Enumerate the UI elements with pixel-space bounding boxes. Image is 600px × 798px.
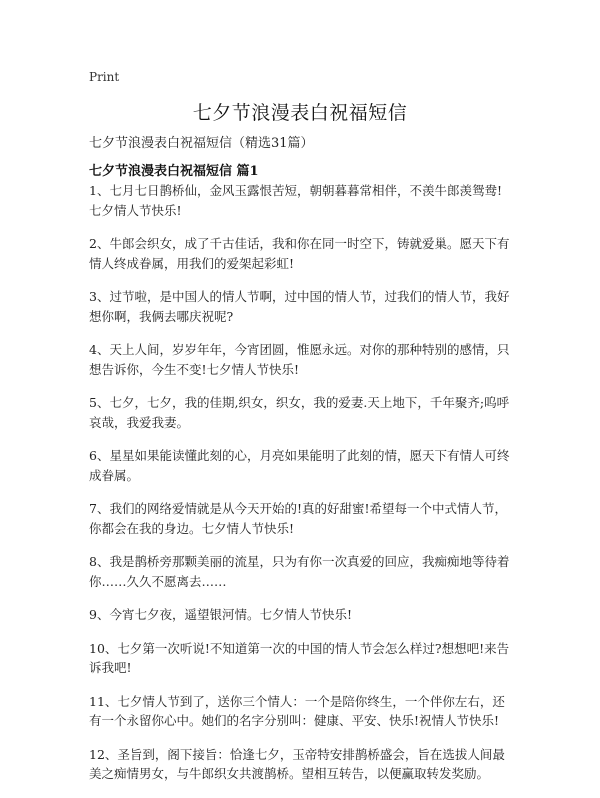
article-body — [89, 181, 513, 798]
print-link[interactable]: Print — [89, 70, 120, 84]
page-title: 七夕节浪漫表白祝福短信 — [192, 102, 408, 124]
paragraph-6: 6、星星如果能读懂此刻的心，月亮如果能明了此刻的情，愿天下有情人可终成眷属。 — [89, 448, 510, 483]
paragraph-5: 5、七夕，七夕，我的佳期,织女，织女，我的爱妻.天上地下，千年聚齐;呜呼哀哉，我爱我妻。 — [89, 395, 510, 430]
paragraph-1: 1、七月七日鹊桥仙，金风玉露恨苦短，朝朝暮暮常相伴，不羡牛郎羡鸳鸯!七夕情人节快乐! — [89, 183, 502, 218]
paragraph-11: 11、七夕情人节到了，送你三个情人：一个是陪你终生，一个伴你左右，还有一个永留你心中。她们的名字分别叫：健康、平安、快乐!祝情人节快乐! — [89, 693, 505, 728]
paragraph-12: 12、圣旨到，阁下接旨：恰逢七夕，玉帝特安排鹊桥盛会，旨在选拔人间最美之痴情男女，与牛郎织女共渡鹊桥。望相互转告，以便赢取转发奖励。 — [89, 746, 505, 781]
document-subtitle: 七夕节浪漫表白祝福短信（精选31篇） — [89, 136, 314, 151]
section-heading: 七夕节浪漫表白祝福短信 篇1 — [89, 164, 259, 179]
paragraph-7: 7、我们的网络爱情就是从今天开始的!真的好甜蜜!希望每一个中式情人节，你都会在我的身边。七夕情人节快乐! — [89, 501, 508, 536]
paragraph-4: 4、天上人间，岁岁年年，今宵团圆，惟愿永远。对你的那种特别的感情，只想告诉你，今生不变!七夕情人节快乐! — [89, 342, 510, 377]
paragraph-2: 2、牛郎会织女，成了千古佳话，我和你在同一时空下，铸就爱巢。愿天下有情人终成眷属，用我们的爱架起彩虹! — [89, 236, 510, 271]
paragraph-10: 10、七夕第一次听说!不知道第一次的中国的情人节会怎么样过?想想吧!来告诉我吧! — [89, 640, 510, 675]
paragraph-3: 3、过节啦，是中国人的情人节啊，过中国的情人节，过我们的情人节，我好想你啊，我俩去哪庆祝呢? — [89, 289, 510, 324]
paragraph-8: 8、我是鹊桥旁那颗美丽的流星，只为有你一次真爱的回应，我痴痴地等待着你……久久不愿离去…… — [89, 554, 510, 589]
paragraph-9: 9、今宵七夕夜，遥望银河情。七夕情人节快乐! — [89, 607, 352, 622]
